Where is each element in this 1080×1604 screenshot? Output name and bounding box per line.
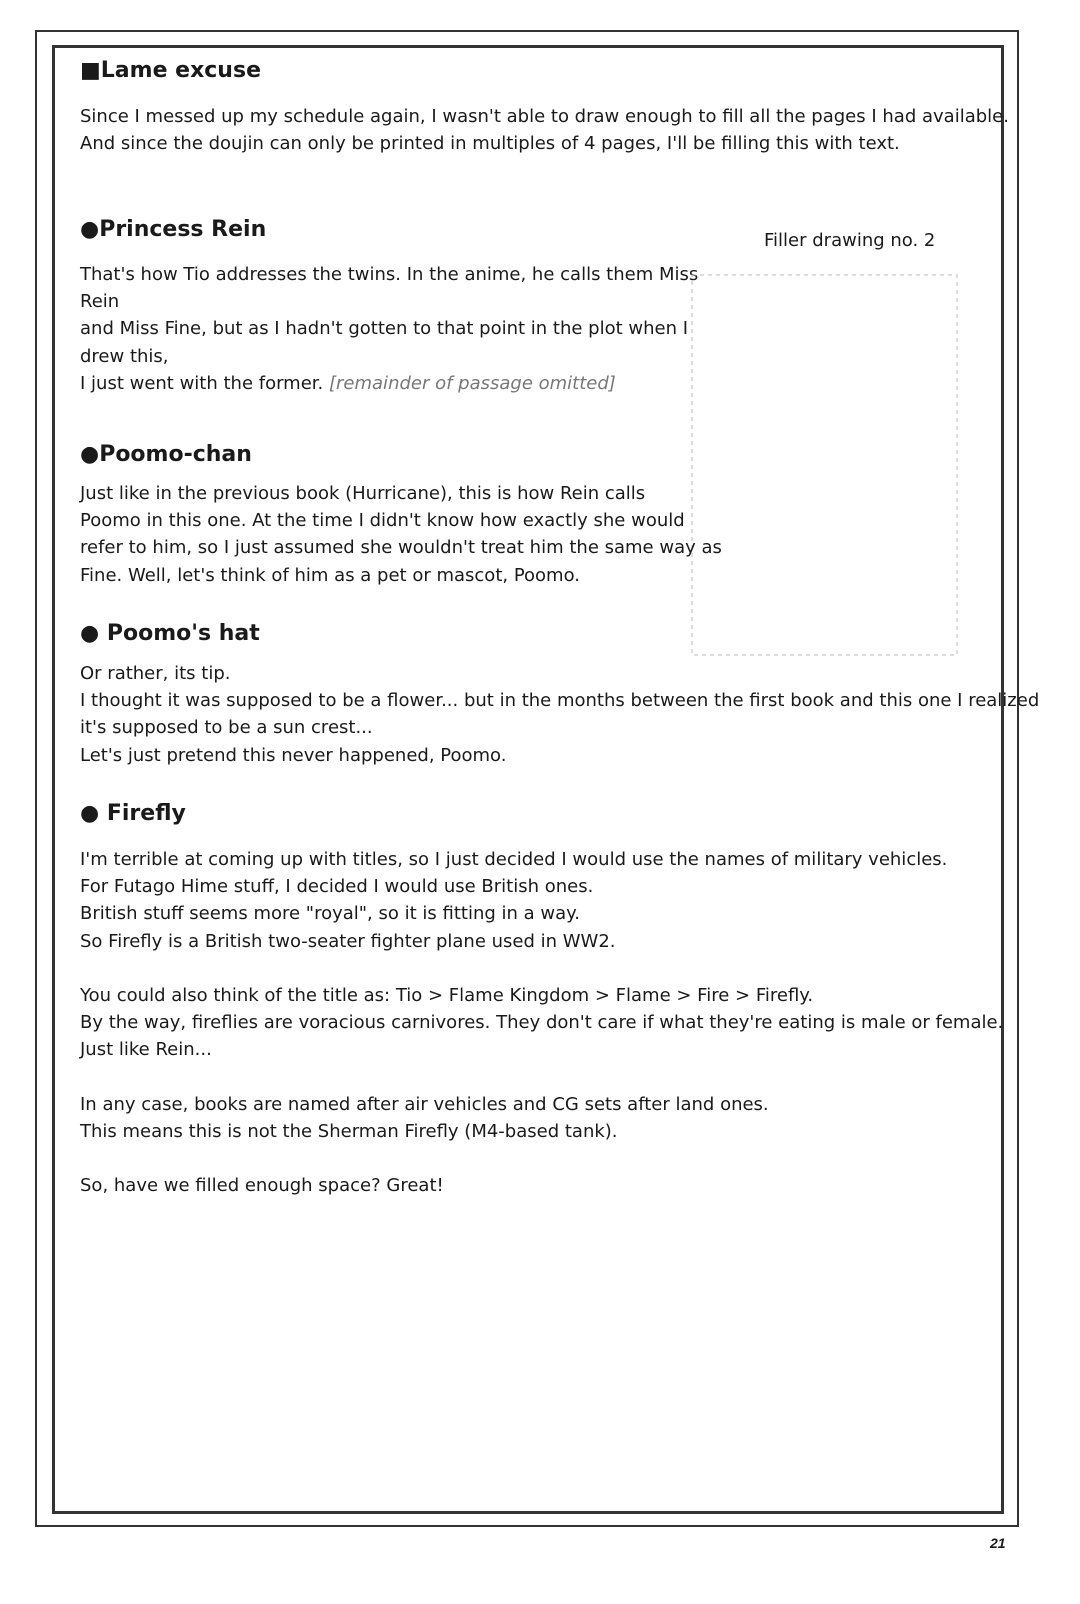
figure-caption: Filler drawing no. 2 (764, 230, 936, 251)
filler-drawing (672, 265, 977, 665)
body-poomos-hat: Or rather, its tip. I thought it was supposed to be a flower... but in the months between the first book and this one I realized it's supposed to be a sun crest... Let's just pretend this never happened, Poomo. (80, 663, 1040, 766)
drawing-placeholder (692, 275, 957, 655)
heading-princess-rein: ●Princess Rein (80, 217, 267, 242)
body-princess-rein (80, 261, 720, 397)
body-lame-excuse: Since I messed up my schedule again, I wasn't able to draw enough to fill all the pages I had available. And since the doujin can only be printed in multiples of 4 pages, I'll be filling this with text. (80, 106, 1009, 155)
page-number: 21 (990, 1535, 1006, 1551)
heading-lame-excuse: ■Lame excuse (80, 58, 261, 83)
body-princess-rein-text: That's how Tio addresses the twins. In the anime, he calls them Miss Rein and Miss Fine, but as I hadn't gotten to that point in the plot when I drew this, I just went with the former. (80, 264, 699, 394)
heading-firefly: ● Firefly (80, 801, 186, 826)
omitted-text: [remainder of passage omitted] (329, 372, 616, 394)
body-poomo-chan: Just like in the previous book (Hurricane), this is how Rein calls Poomo in this one. At the time I didn't know how exactly she would refer to him, so I just assumed she wouldn't treat him the same way as Fine. Well, let's think of him as a pet or mascot, Poomo. (80, 483, 722, 586)
heading-poomos-hat: ● Poomo's hat (80, 621, 260, 646)
heading-poomo-chan: ●Poomo-chan (80, 442, 252, 467)
body-firefly: I'm terrible at coming up with titles, so I just decided I would use the names of military vehicles. For Futago Hime stuff, I decided I would use British ones. British stuff seems more "royal", so it is fitting in a way. So Firefly is a British two-seater fighter plane used in WW2. You could also think of the title as: Tio > Flame Kingdom > Flame > Fire > Firefly. By the way, fireflies are voracious carnivores. They don't care if what they're eating is male or female. Just like Rein... In any case, books are named after air vehicles and CG sets after land ones. This means this is not the Sherman Firefly (M4-based tank). So, have we filled enough space? Great! (80, 849, 1004, 1197)
